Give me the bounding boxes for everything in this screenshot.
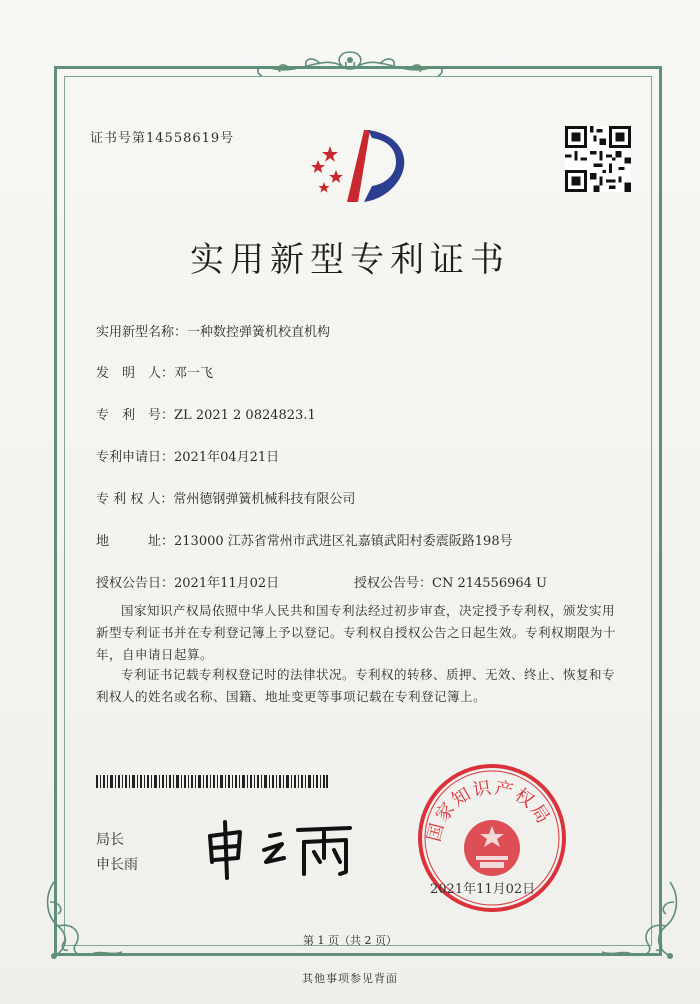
field-filing-date — [96, 446, 279, 465]
field-address — [96, 530, 513, 549]
footer-note: 其他事项参见背面 — [302, 972, 398, 985]
body-paragraph-1: 国家知识产权局依照中华人民共和国专利法经过初步审查，决定授予专利权，颁发实用新型专利证书并在专利登记簿上予以登记。专利权自授权公告之日起生效。专利权期限为十年，自申请日起算。 — [96, 603, 617, 662]
filing-date-label: 专利申请日： — [96, 450, 175, 465]
field-patent-number — [96, 404, 316, 423]
qr-code-icon — [565, 126, 631, 192]
field-inventor — [96, 362, 213, 381]
grant-pub-date-value: 2021年11月02日 — [174, 576, 280, 591]
utility-name-value: 一种数控弹簧机校直机构 — [187, 325, 331, 340]
grant-pub-number-value: CN 214556964 U — [432, 576, 547, 591]
patent-number-label: 专 利 号： — [96, 408, 175, 423]
director-name: 申长雨 — [96, 857, 138, 873]
address-value: 213000 江苏省常州市武进区礼嘉镇武阳村委震阪路198号 — [174, 534, 513, 549]
filing-date-value: 2021年04月21日 — [174, 450, 280, 465]
grant-pub-date-label: 授权公告日： — [96, 576, 175, 591]
barcode-icon — [96, 775, 328, 788]
body-paragraph-2: 专利证书记载专利权登记时的法律状况。专利权的转移、质押、无效、终止、恢复和专利权人的姓名或名称、国籍、地址变更等事项记载在专利登记簿上。 — [96, 667, 616, 704]
patentee-value: 常州德钢弹簧机械科技有限公司 — [173, 492, 356, 507]
director-title: 局长 — [96, 832, 124, 848]
address-label: 地 址： — [96, 534, 175, 549]
grant-pub-number-label: 授权公告号： — [354, 576, 433, 591]
field-grant-pub-number — [354, 572, 547, 591]
patentee-label: 专 利 权 人： — [96, 492, 174, 507]
bottom-right-ornament-icon — [594, 872, 684, 964]
field-utility-name — [96, 321, 330, 340]
patent-number-value: ZL 2021 2 0824823.1 — [174, 408, 316, 423]
inventor-label: 发 明 人： — [96, 366, 175, 381]
handwritten-signature-icon — [200, 818, 360, 882]
field-patentee — [96, 488, 355, 507]
seal-text: 国家知识产权局 — [423, 777, 555, 844]
page-number: 第 1 页（共 2 页） — [303, 934, 397, 947]
utility-name-label: 实用新型名称： — [96, 325, 188, 340]
top-ornament-icon — [250, 46, 450, 86]
bottom-left-ornament-icon — [40, 872, 130, 964]
cnipa-logo-icon — [300, 126, 416, 210]
certificate-title: 实用新型专利证书 — [190, 240, 510, 280]
inventor-value: 邓一飞 — [174, 366, 214, 381]
seal-date: 2021年11月02日 — [430, 882, 536, 897]
certificate-number: 证书号第14558619号 — [90, 131, 235, 146]
field-grant-pub-date — [96, 572, 279, 591]
